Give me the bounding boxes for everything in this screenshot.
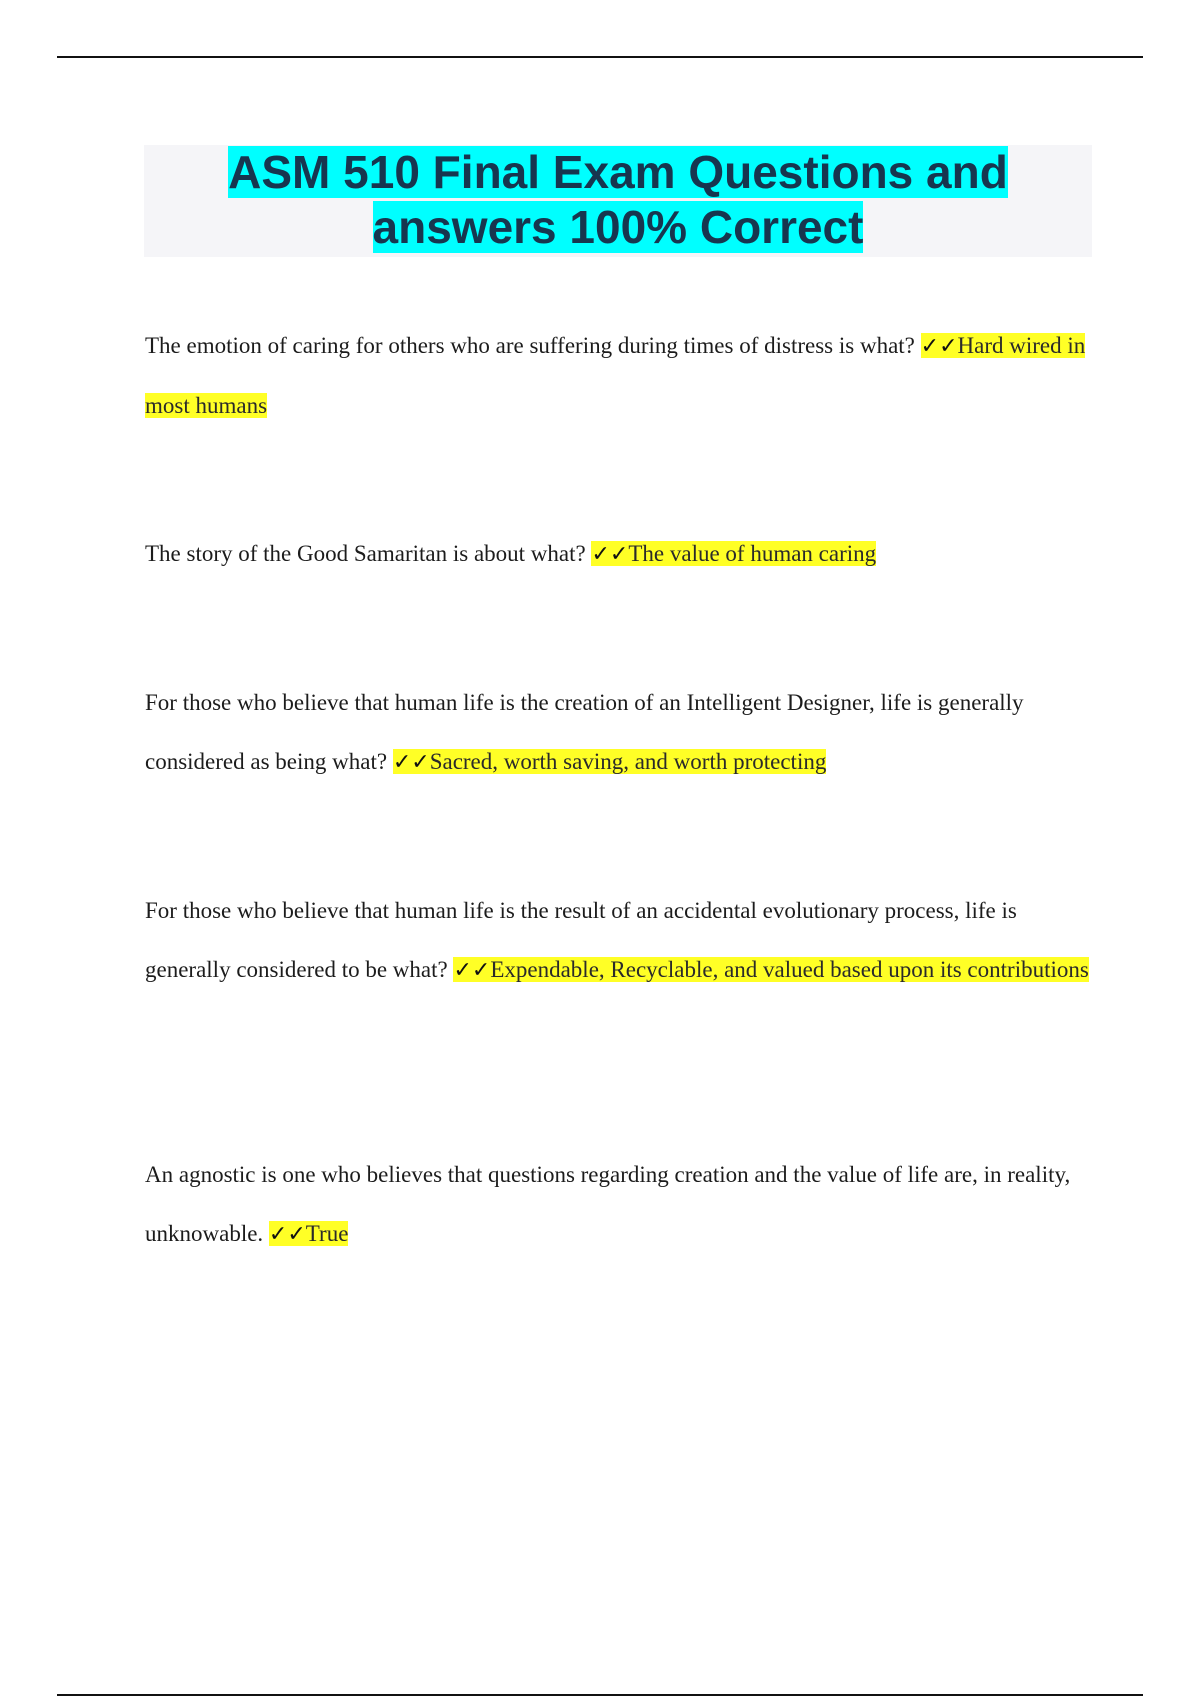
answer-highlight	[393, 749, 827, 774]
question-text: The story of the Good Samaritan is about what?	[145, 541, 586, 566]
double-check-icon: ✓✓	[591, 542, 629, 567]
double-check-icon: ✓✓	[268, 1222, 306, 1247]
answer-text: Sacred, worth saving, and worth protecting	[429, 749, 827, 774]
footer-rule	[57, 1694, 1143, 1696]
qa-item	[145, 881, 1095, 1000]
answer-text: Expendable, Recyclable, and valued based upon its contributions	[490, 957, 1089, 982]
qa-item	[145, 524, 1095, 584]
question-text: For those who believe that human life is the creation of an Intelligent Designer, life is generally considered as being what?	[145, 690, 1024, 774]
qa-item	[145, 1145, 1095, 1264]
double-check-icon: ✓✓	[453, 958, 491, 983]
page-title: ASM 510 Final Exam Questions and answers 100% Correct	[228, 146, 1008, 253]
answer-highlight	[269, 1221, 348, 1246]
answer-text: True	[305, 1221, 349, 1246]
answer-text: The value of human caring	[628, 541, 877, 566]
answer-text: Hard wired in most humans	[145, 333, 1086, 418]
double-check-icon: ✓✓	[392, 750, 430, 775]
question-text: The emotion of caring for others who are suffering during times of distress is what?	[145, 333, 915, 358]
question-text: For those who believe that human life is the result of an accidental evolutionary process, life is generally considered to be what?	[145, 898, 1017, 982]
qa-item	[145, 673, 1095, 792]
answer-highlight	[591, 541, 876, 566]
qa-item	[145, 316, 1095, 435]
answer-highlight	[453, 957, 1088, 982]
title-banner	[144, 145, 1092, 257]
header-rule	[57, 56, 1143, 58]
double-check-icon: ✓✓	[920, 334, 958, 359]
question-text: An agnostic is one who believes that questions regarding creation and the value of life are, in reality, unknowable.	[145, 1162, 1071, 1246]
